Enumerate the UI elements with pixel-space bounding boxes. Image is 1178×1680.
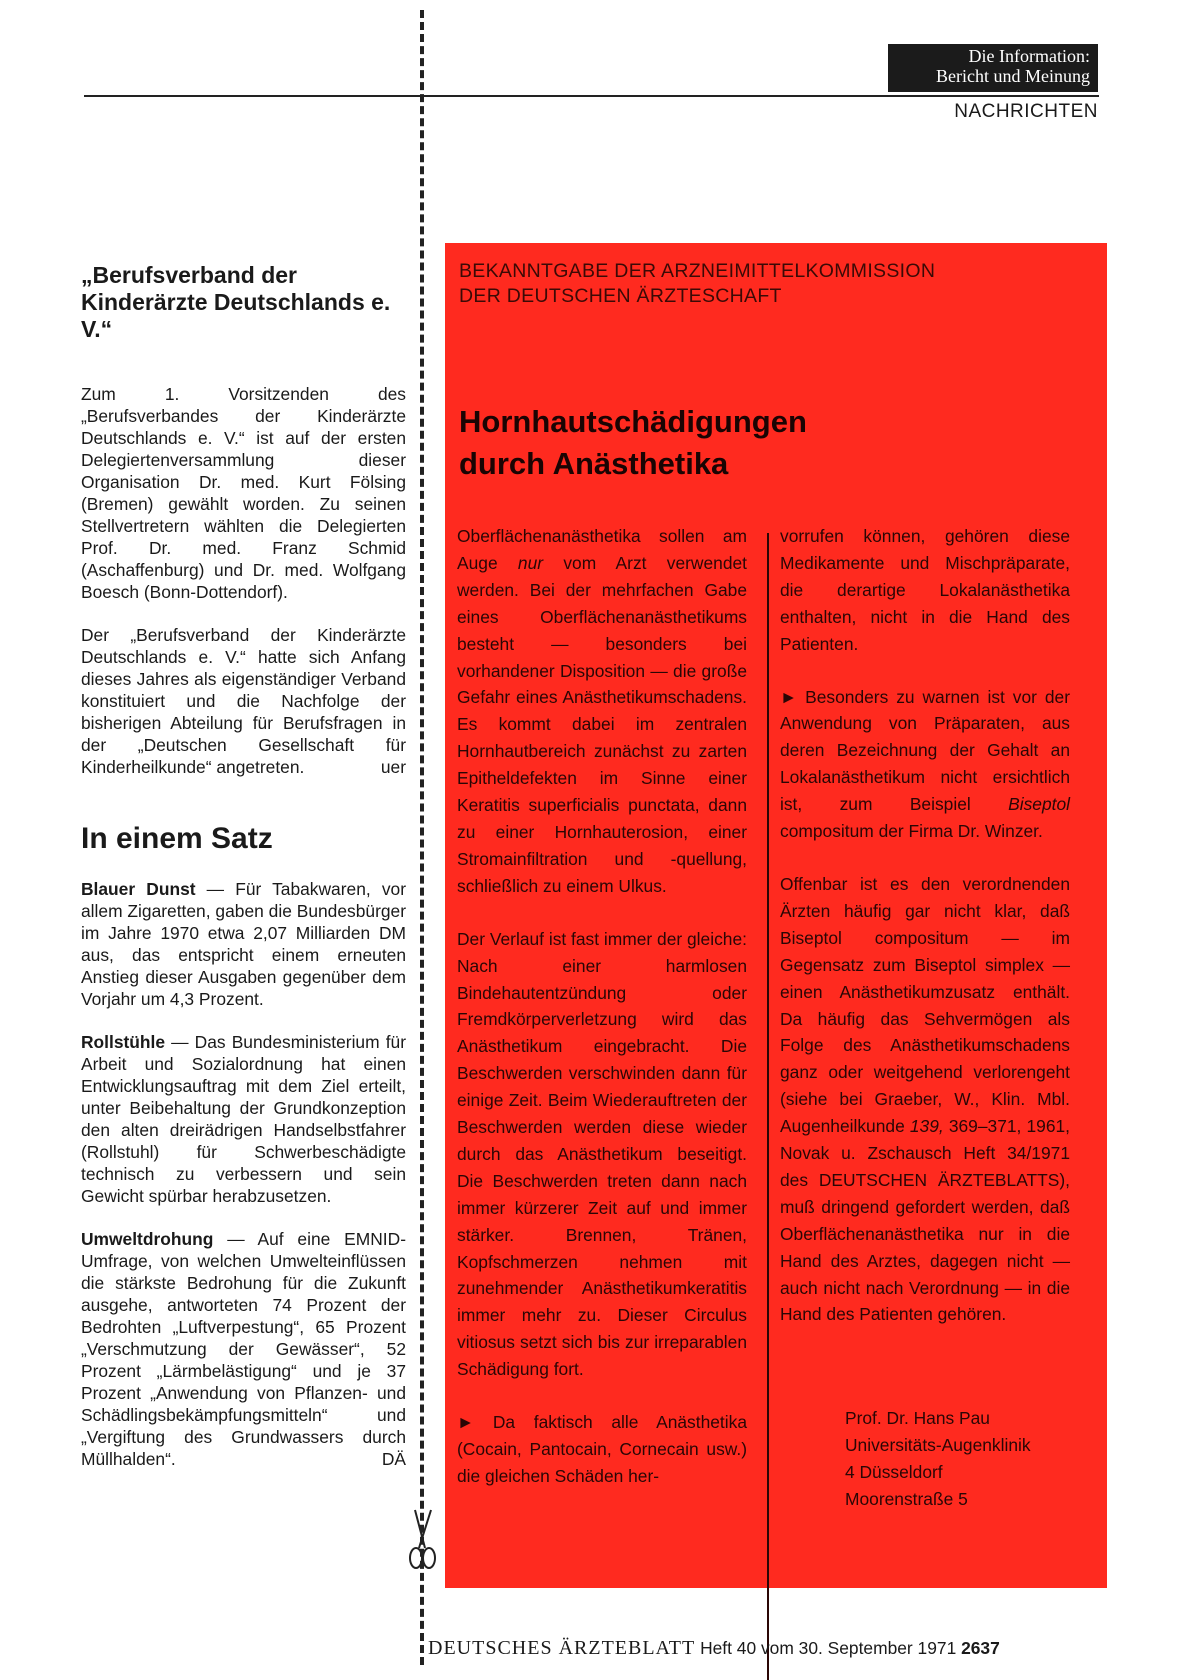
news-item-text: — Das Bundesministerium für Arbeit und Sozialordnung hat einen Entwicklungsauftrag mit dem Ziel erteilt, unter Beibehaltung der Grundkonzeption den alten dreirädrigen Handselbstfahrer (Rollstuhl) für Schwerbeschädigte technisch zu verbessern und sein Gewicht spürbar herabzusetzen. bbox=[81, 1032, 406, 1206]
section-badge bbox=[888, 44, 1098, 92]
emphasis: nur bbox=[517, 552, 544, 573]
announcement-title-line-2: durch Anästhetika bbox=[459, 446, 729, 481]
article-paragraph-text: Der „Berufsverband der Kinderärzte Deutschlands e. V.“ hatte sich Anfang dieses Jahres als eigenständiger Verband konstituiert und die Nachfolge der bisherigen Abteilung für Berufsfragen in der „Deutschen Gesellschaft für Kinderheilkunde“ angetreten. bbox=[81, 625, 406, 777]
page-footer bbox=[428, 1637, 1000, 1660]
announcement-column-2 bbox=[780, 523, 1070, 1354]
text-run: ► Besonders zu warnen ist vor der Anwendung von Präparaten, aus deren Bezeichnung der Gehalt an Lokalanästhetikum nicht ersichtlich ist, zum Beispiel bbox=[780, 686, 1070, 815]
announcement-box bbox=[445, 243, 1107, 1588]
announcement-paragraph bbox=[780, 684, 1070, 845]
text-run: Offenbar ist es den verordnenden Ärzten häufig gar nicht klar, daß Biseptol compositum — im Gegensatz zum Biseptol simplex — einen Anästhetikumzusatz enthält. Da häufig das Sehvermögen als Folge des Anästhetikumschadens ganz oder weitgehend verlorengeht (siehe bei Graeber, W., Klin. Mbl. Augenheilkunde bbox=[780, 873, 1070, 1137]
emphasis: 139, bbox=[909, 1116, 944, 1137]
signature-line: Prof. Dr. Hans Pau bbox=[845, 1408, 990, 1428]
news-item bbox=[81, 1228, 406, 1470]
news-item-text: — Für Tabakwaren, vor allem Zigaretten, gaben die Bundesbürger im Jahre 1970 etwa 2,07 Milliarden DM aus, das entspricht einem erneuten Anstieg dieser Ausgaben gegenüber dem Vorjahr um 4,3 Prozent. bbox=[81, 879, 406, 1009]
emphasis: Biseptol bbox=[1008, 794, 1070, 815]
announcement-title-line-1: Hornhautschädigungen bbox=[459, 404, 807, 439]
cut-line bbox=[420, 10, 424, 1665]
news-item-text: — Auf eine EMNID-Umfrage, von welchen Umwelteinflüssen die stärkste Bedrohung für die Zukunft ausgehe, antworteten 74 Prozent der Bedrohten „Luftverpestung“, 65 Prozent „Verschmutzung der Gewässer“, 52 Prozent „Lärmbelästigung“ und je 37 Prozent „Anwendung von Pflanzen- und Schädlingsbekämpfungsmitteln“ und „Vergiftung des Grundwassers durch Müllhalden“. bbox=[81, 1229, 406, 1469]
column-divider bbox=[767, 533, 769, 1680]
article-title: „Berufsverband der Kinderärzte Deutschlands e. V.“ bbox=[81, 262, 391, 342]
text-run: compositum der Firma Dr. Winzer. bbox=[780, 821, 1043, 842]
news-item-label: Rollstühle bbox=[81, 1032, 166, 1052]
signature-line: 4 Düsseldorf bbox=[845, 1461, 943, 1482]
news-signoff: DÄ bbox=[381, 1449, 406, 1469]
announcement-paragraph: vorrufen können, gehören diese Medikamente und Mischpräparate, die derartige Lokalanästhetika enthalten, nicht in die Hand des Patienten. bbox=[780, 526, 1070, 654]
signature-line: Universitäts-Augenklinik bbox=[845, 1434, 1031, 1455]
section-title: In einem Satz bbox=[81, 822, 273, 855]
announcement-paragraph: Der Verlauf ist fast immer der gleiche: bbox=[457, 928, 747, 949]
news-item-label: Blauer Dunst bbox=[81, 879, 196, 899]
announcement-column-1 bbox=[457, 523, 747, 1516]
page-number: 2637 bbox=[961, 1638, 1000, 1658]
badge-line-2: Bericht und Meinung bbox=[936, 66, 1090, 86]
header-rule bbox=[84, 95, 1099, 97]
announcement-title bbox=[459, 401, 807, 485]
announcement-heading bbox=[459, 259, 935, 309]
announcement-line-2: DER DEUTSCHEN ÄRZTESCHAFT bbox=[459, 285, 782, 307]
text-run: vom Arzt verwendet werden. Bei der mehrfachen Gabe eines Oberflächenanästhetikums besteht — besonders bei vorhandener Disposition — die große Gefahr eines Anästhetikumschadens. Es kommt dabei im zentralen Hornhautbereich zunächst zu zarten Epitheldefekten im Sinne einer Keratitis superficialis punctata, dann zu einer Hornhauterosion, einer Stromainfiltration und -quellung, schließlich zu einem Ulkus. bbox=[457, 552, 747, 896]
news-item-label: Umweltdrohung bbox=[81, 1229, 214, 1249]
scissors-icon bbox=[405, 1508, 439, 1572]
signature-line: Moorenstraße 5 bbox=[845, 1488, 968, 1509]
announcement-line-1: BEKANNTGABE DER ARZNEIMITTELKOMMISSION bbox=[459, 260, 936, 282]
author-signature bbox=[845, 1405, 1031, 1513]
announcement-paragraph bbox=[780, 871, 1070, 1328]
announcement-paragraph: ► Da faktisch alle Anästhetika (Cocain, Pantocain, Cornecain usw.) die gleichen Schäden her- bbox=[457, 1412, 747, 1486]
news-item bbox=[81, 1031, 406, 1207]
text-run: 369–371, 1961, Novak u. Zschausch Heft 34/1971 des DEUTSCHEN ÄRZTEBLATTS), muß dringend gefordert werden, daß Oberflächenanästhetika nur in die Hand des Arztes, dagegen nicht — auch nicht nach Verordnung — in die Hand des Patienten gehören. bbox=[780, 1116, 1070, 1325]
article-paragraph: Zum 1. Vorsitzenden des „Berufsverbandes der Kinderärzte Deutschlands e. V.“ ist auf der ersten Delegiertenversammlung dieser Organisation Dr. med. Kurt Fölsing (Bremen) gewählt worden. Zu seinen Stellvertretern wählten die Delegierten Prof. Dr. med. Franz Schmid (Aschaffenburg) und Dr. med. Wolfgang Boesch (Bonn-Dottendorf). bbox=[81, 384, 406, 602]
issue-info: Heft 40 vom 30. September 1971 bbox=[700, 1638, 957, 1658]
left-column bbox=[81, 262, 406, 1491]
article-paragraph bbox=[81, 624, 406, 778]
author-signoff: uer bbox=[380, 757, 406, 777]
announcement-paragraph bbox=[457, 523, 747, 900]
section-label: NACHRICHTEN bbox=[954, 101, 1098, 122]
journal-name: DEUTSCHES ÄRZTEBLATT bbox=[428, 1637, 696, 1659]
badge-line-1: Die Information: bbox=[968, 46, 1090, 66]
announcement-paragraph: Nach einer harmlosen Bindehautentzündung oder Fremdkörperverletzung wird das Anästhetikum eingebracht. Die Beschwerden verschwinden dann für einige Zeit. Beim Wiederauftreten der Beschwerden werden diese wieder durch das Anästhetikum beseitigt. Die Beschwerden treten dann nach immer kürzerer Zeit auf und immer stärker. Brennen, Tränen, Kopfschmerzen nehmen mit zunehmender Anästhetikumkeratitis immer mehr zu. Dieser Circulus vitiosus setzt sich bis zur irreparablen Schädigung fort. bbox=[457, 955, 747, 1380]
news-item bbox=[81, 878, 406, 1010]
text-run: Oberflächenanästhetika sollen am Auge bbox=[457, 526, 747, 573]
